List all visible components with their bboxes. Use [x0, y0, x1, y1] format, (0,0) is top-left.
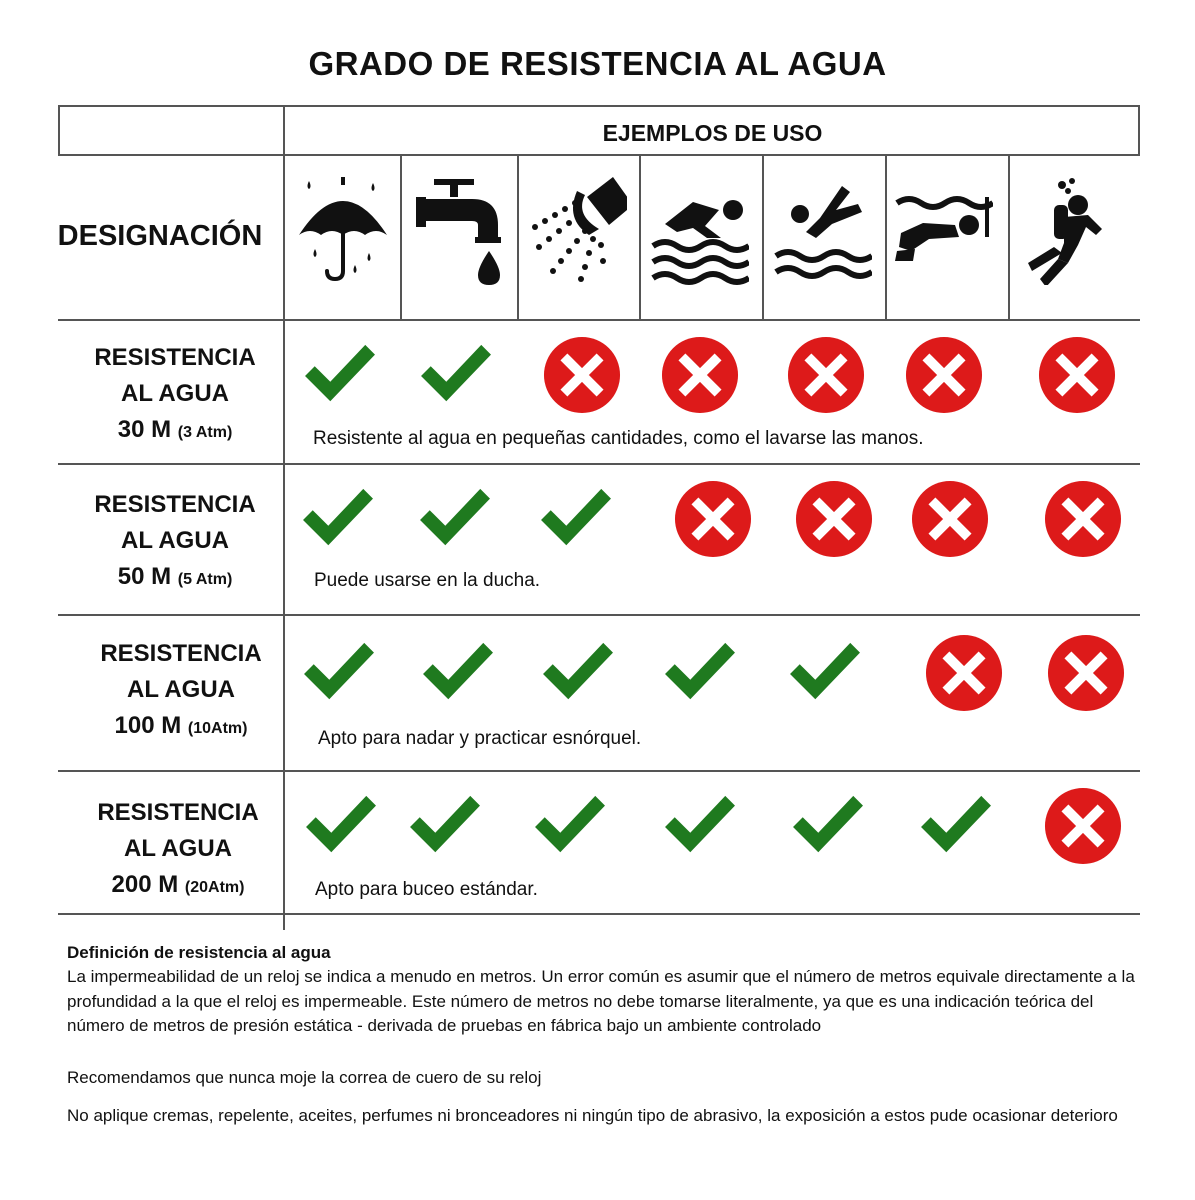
definition-text: La impermeabilidad de un reloj se indica a menudo en metros. Un error común es asumir que el número de metros equivale directamente a la profundidad a la que el reloj es impermeable. Este número de metros no debe tomarse literalmente, ya que es una indicación teórica del número de metros de presión estática - derivada de pruebas en fábrica bajo un ambiente controlado	[67, 967, 1135, 1035]
cross-icon	[543, 336, 621, 414]
row-label-50m: RESISTENCIA AL AGUA 50 M (5 Atm)	[94, 491, 256, 590]
scuba-diver-icon	[1020, 175, 1120, 285]
check-icon	[539, 639, 617, 707]
cross-icon	[661, 336, 739, 414]
check-icon	[786, 639, 864, 707]
cross-icon	[925, 634, 1003, 712]
cross-icon	[1038, 336, 1116, 414]
faucet-drop-icon	[412, 175, 512, 285]
row-label-30m: RESISTENCIA AL AGUA 30 M (3 Atm)	[94, 344, 256, 443]
cross-icon	[1047, 634, 1125, 712]
cross-icon	[911, 480, 989, 558]
row-label-100m: RESISTENCIA AL AGUA 100 M (10Atm)	[100, 640, 262, 739]
check-icon	[661, 639, 739, 707]
definition-title: Definición de resistencia al agua	[67, 943, 331, 962]
cross-icon	[1044, 480, 1122, 558]
cross-icon	[674, 480, 752, 558]
row-description: Puede usarse en la ducha.	[314, 570, 541, 591]
swimming-icon	[649, 180, 749, 290]
check-icon	[537, 485, 615, 553]
cross-icon	[905, 336, 983, 414]
check-icon	[789, 792, 867, 860]
umbrella-rain-icon	[293, 175, 393, 285]
check-icon	[406, 792, 484, 860]
snorkeling-icon	[893, 175, 993, 285]
ejemplos-de-uso-header: EJEMPLOS DE USO	[602, 120, 823, 146]
cross-icon	[787, 336, 865, 414]
check-icon	[917, 792, 995, 860]
check-icon	[417, 341, 495, 409]
check-icon	[301, 341, 379, 409]
check-icon	[661, 792, 739, 860]
check-icon	[302, 792, 380, 860]
cross-icon	[1044, 787, 1122, 865]
check-icon	[416, 485, 494, 553]
row-label-200m: RESISTENCIA AL AGUA 200 M (20Atm)	[97, 799, 259, 898]
row-description: Apto para nadar y practicar esnórquel.	[318, 728, 642, 749]
check-icon	[531, 792, 609, 860]
diving-icon	[772, 180, 872, 290]
designacion-header: DESIGNACIÓN	[57, 220, 263, 252]
abrasive-warning-note: No aplique cremas, repelente, aceites, perfumes ni bronceadores ni ningún tipo de abrasivo, la exposición a estos pude ocasionar deterioro	[67, 1106, 1118, 1125]
cross-icon	[795, 480, 873, 558]
check-icon	[419, 639, 497, 707]
check-icon	[299, 485, 377, 553]
check-icon	[300, 639, 378, 707]
row-description: Apto para buceo estándar.	[315, 879, 538, 900]
page-title: GRADO DE RESISTENCIA AL AGUA	[308, 45, 887, 82]
shower-icon	[527, 175, 627, 285]
row-description: Resistente al agua en pequeñas cantidades, como el lavarse las manos.	[313, 428, 924, 449]
leather-strap-note: Recomendamos que nunca moje la correa de cuero de su reloj	[67, 1068, 542, 1087]
